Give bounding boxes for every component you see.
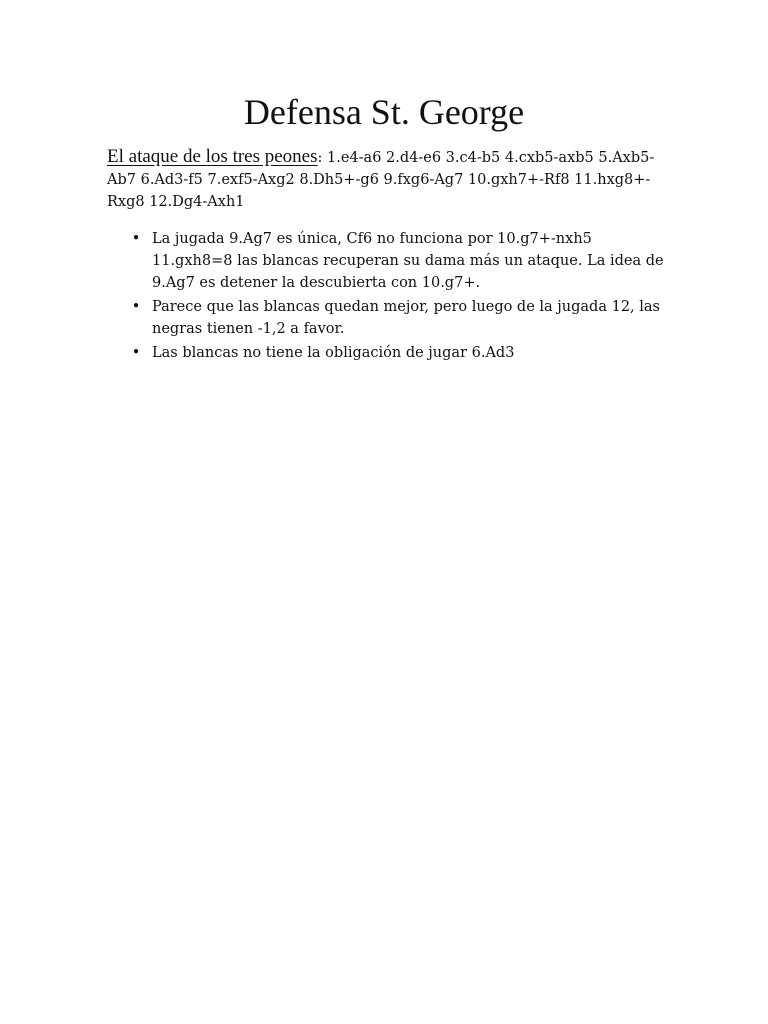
notes-list [107,228,667,366]
bullet-icon: • [131,345,141,361]
list-item [107,228,667,294]
intro-heading: El ataque de los tres peones [107,146,318,167]
bullet-icon: • [131,299,141,315]
list-item [107,342,667,364]
list-item-text: Parece que las blancas quedan mejor, pero luego de la jugada 12, las negras tienen -1,2 a favor. [152,299,660,337]
list-item [107,296,667,340]
intro-paragraph [107,146,667,213]
document-title: Defensa St. George [243,92,525,132]
bullet-icon: • [131,231,141,247]
list-item-text: La jugada 9.Ag7 es única, Cf6 no funciona por 10.g7+-nxh5 11.gxh8=8 las blancas recuperan su dama más un ataque. La idea de 9.Ag7 es detener la descubierta con 10.g7+. [152,231,664,291]
list-item-text: Las blancas no tiene la obligación de jugar 6.Ad3 [152,345,515,361]
intro-moves: : 1.e4-a6 2.d4-e6 3.c4-b5 4.cxb5-axb5 5.Axb5-Ab7 6.Ad3-f5 7.exf5-Axg2 8.Dh5+-g6 9.fxg6-Ag7 10.gxh7+-Rf8 11.hxg8+-Rxg8 12.Dg4-Axh1 [107,150,655,210]
